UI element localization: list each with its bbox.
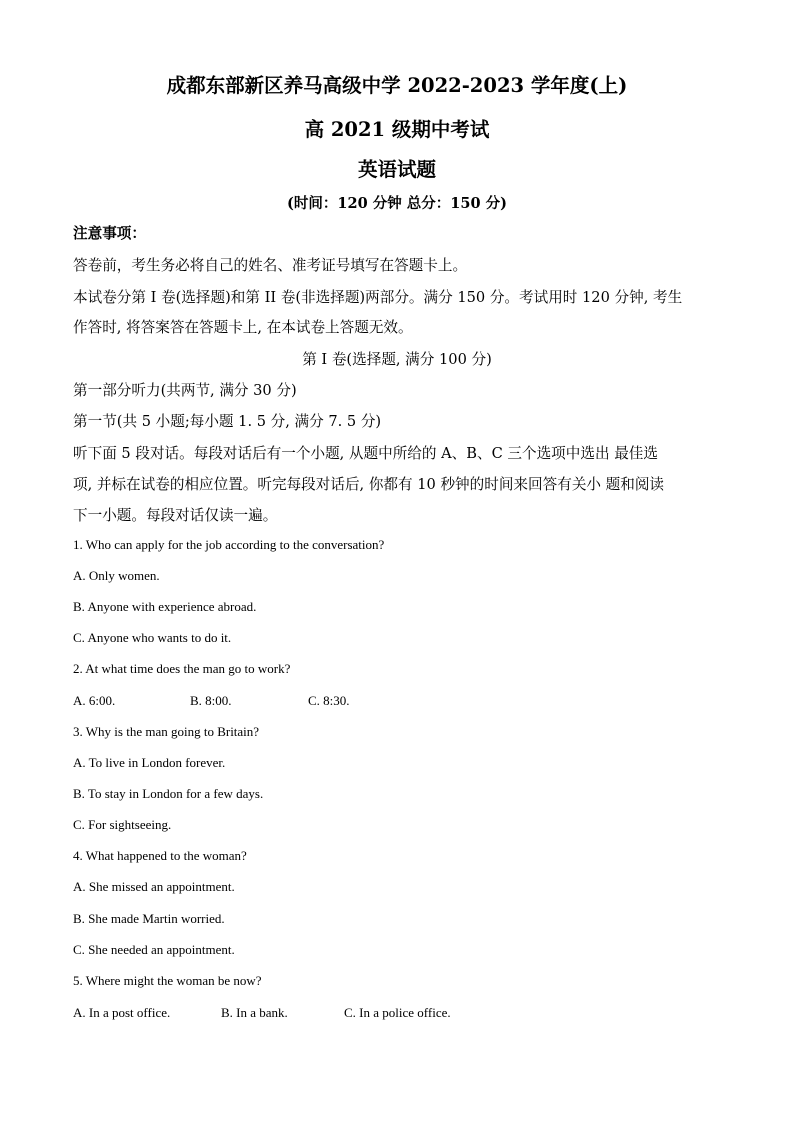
subsection-title: 第一节(共 5 小题;每小题 1. 5 分, 满分 7. 5 分) [73, 413, 382, 430]
notice-heading: 注意事项： [73, 225, 146, 242]
notice-line-3: 作答时, 将答案答在答题卡上, 在本试卷上答题无效。 [73, 319, 413, 336]
part1-heading: 第 I 卷(选择题, 满分 100 分) [302, 351, 492, 368]
notice-line-1: 答卷前，考生务必将自己的姓名、准考证号填写在答题卡上。 [73, 257, 468, 274]
option-a: A. 6:00. [73, 693, 116, 708]
instruction-line-3: 下一小题。每段对话仅读一遍。 [73, 507, 278, 524]
option-c: C. She needed an appointment. [73, 942, 235, 957]
option-b: B. To stay in London for a few days. [73, 786, 264, 801]
option-c: C. Anyone who wants to do it. [73, 630, 232, 645]
option-b: B. She made Martin worried. [73, 911, 225, 926]
option-b: B. In a bank. [221, 1005, 288, 1020]
instruction-line-2: 项, 并标在试卷的相应位置。听完每段对话后, 你都有 10 秒钟的时间来回答有关小 题和阅读 [73, 476, 665, 493]
question-stem: 4. What happened to the woman? [73, 848, 247, 863]
question-stem: 5. Where might the woman be now? [73, 973, 262, 988]
section-title: 第一部分听力(共两节, 满分 30 分) [73, 382, 297, 399]
option-c: C. 8:30. [308, 693, 350, 708]
option-c: C. For sightseeing. [73, 817, 172, 832]
instruction-line-1: 听下面 5 段对话。每段对话后有一个小题, 从题中所给的 A、B、C 三个选项中选出 最佳选 [73, 445, 658, 462]
option-a: A. To live in London forever. [73, 755, 226, 770]
option-c: C. In a police office. [344, 1005, 451, 1020]
question-stem: 1. Who can apply for the job according to the conversation? [73, 537, 385, 552]
option-a: A. She missed an appointment. [73, 879, 235, 894]
option-a: A. In a post office. [73, 1005, 171, 1020]
exam-grade-title: 高 2021 级期中考试 [304, 118, 490, 141]
question-stem: 3. Why is the man going to Britain? [73, 724, 260, 739]
exam-subject-title: 英语试题 [357, 158, 436, 181]
exam-title: 成都东部新区养马高级中学 2022-2023 学年度(上) [166, 74, 628, 97]
exam-time-info: (时间：120 分钟 总分：150 分) [287, 195, 507, 212]
option-b: B. Anyone with experience abroad. [73, 599, 257, 614]
option-a: A. Only women. [73, 568, 160, 583]
option-b: B. 8:00. [190, 693, 232, 708]
notice-line-2: 本试卷分第 I 卷(选择题)和第 II 卷(非选择题)两部分。满分 150 分。考试用时 120 分钟, 考生 [73, 289, 683, 306]
question-stem: 2. At what time does the man go to work? [73, 661, 291, 676]
